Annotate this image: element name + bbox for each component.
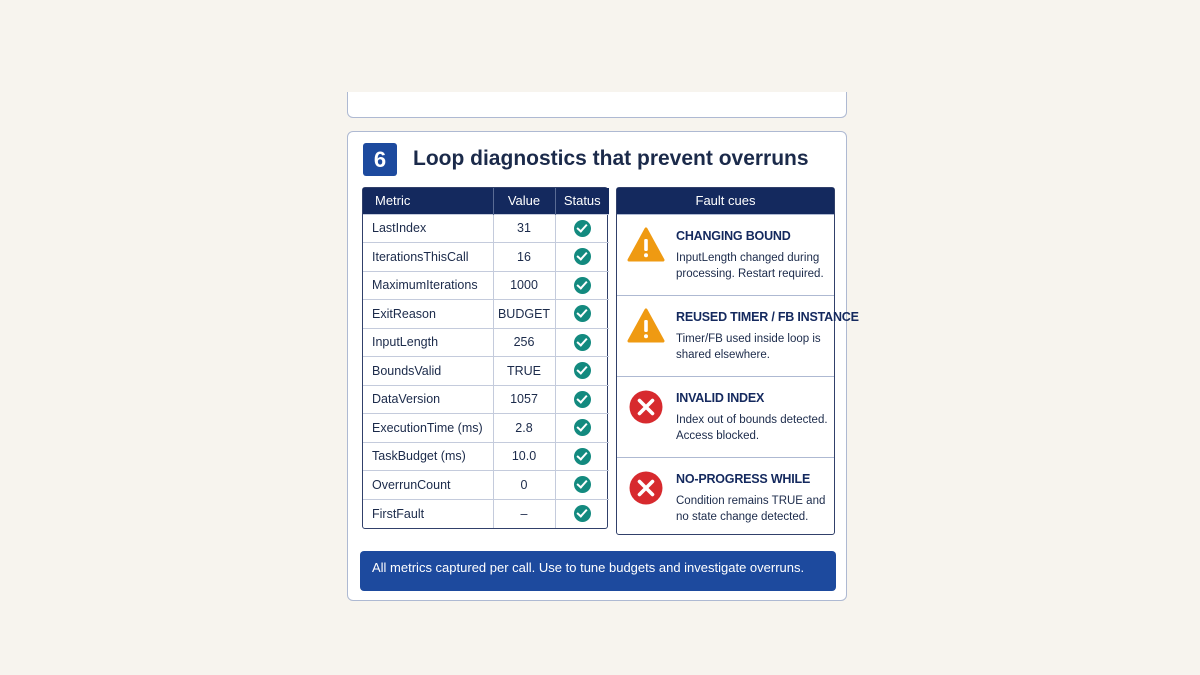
fault-cue-description: Timer/FB used inside loop is shared elsewhere. bbox=[676, 333, 821, 361]
check-icon bbox=[574, 362, 591, 379]
metric-status bbox=[555, 243, 609, 272]
check-icon bbox=[574, 391, 591, 408]
table-row bbox=[363, 357, 609, 386]
metric-status bbox=[555, 471, 609, 500]
metric-value: 0 bbox=[493, 471, 555, 500]
metric-name: OverrunCount bbox=[363, 471, 493, 500]
fault-cue-item bbox=[617, 295, 859, 376]
metric-status bbox=[555, 271, 609, 300]
table-row bbox=[363, 414, 609, 443]
metric-value: 256 bbox=[493, 328, 555, 357]
metric-status bbox=[555, 442, 609, 471]
check-icon bbox=[574, 476, 591, 493]
fault-cue-title: CHANGING BOUND bbox=[676, 229, 791, 243]
table-row bbox=[363, 300, 609, 329]
metric-status bbox=[555, 214, 609, 243]
section-number-badge: 6 bbox=[363, 143, 397, 176]
fault-cue-description: Index out of bounds detected. Access blocked. bbox=[676, 414, 828, 442]
section-title: Loop diagnostics that prevent overruns bbox=[413, 147, 809, 170]
fault-cue-item bbox=[617, 214, 834, 295]
metric-status bbox=[555, 300, 609, 329]
metric-status bbox=[555, 414, 609, 443]
metric-name: ExecutionTime (ms) bbox=[363, 414, 493, 443]
metric-name: InputLength bbox=[363, 328, 493, 357]
metric-name: ExitReason bbox=[363, 300, 493, 329]
fault-cue-title: REUSED TIMER / FB INSTANCE bbox=[676, 310, 859, 324]
table-row bbox=[363, 214, 609, 243]
footer-note: All metrics captured per call. Use to tune budgets and investigate overruns. bbox=[360, 551, 836, 591]
warning-icon bbox=[627, 308, 665, 344]
metric-value: 10.0 bbox=[493, 442, 555, 471]
table-row bbox=[363, 499, 609, 528]
previous-section-card bbox=[347, 92, 847, 118]
check-icon bbox=[574, 419, 591, 436]
check-icon bbox=[574, 505, 591, 522]
warning-icon bbox=[627, 227, 665, 263]
error-icon bbox=[627, 389, 665, 425]
metric-value: TRUE bbox=[493, 357, 555, 386]
table-row bbox=[363, 328, 609, 357]
metric-name: MaximumIterations bbox=[363, 271, 493, 300]
check-icon bbox=[574, 334, 591, 351]
table-row bbox=[363, 271, 609, 300]
metric-value: 31 bbox=[493, 214, 555, 243]
metric-value: 1057 bbox=[493, 385, 555, 414]
fault-cues-header: Fault cues bbox=[617, 188, 834, 214]
fault-cue-item bbox=[617, 376, 834, 457]
metrics-header-row bbox=[363, 188, 609, 214]
metric-value: 16 bbox=[493, 243, 555, 272]
check-icon bbox=[574, 448, 591, 465]
metric-status bbox=[555, 357, 609, 386]
fault-cue-title: INVALID INDEX bbox=[676, 391, 765, 405]
check-icon bbox=[574, 248, 591, 265]
metric-status bbox=[555, 328, 609, 357]
fault-cue-description: InputLength changed during processing. Restart required. bbox=[676, 252, 824, 280]
error-icon bbox=[627, 470, 665, 506]
metric-name: LastIndex bbox=[363, 214, 493, 243]
metric-name: FirstFault bbox=[363, 499, 493, 528]
metrics-table bbox=[362, 187, 608, 529]
metric-value: BUDGET bbox=[493, 300, 555, 329]
metric-column-header: Metric bbox=[363, 188, 493, 214]
table-row bbox=[363, 471, 609, 500]
metric-value: – bbox=[493, 499, 555, 528]
fault-cue-title: NO-PROGRESS WHILE bbox=[676, 472, 811, 486]
metric-value: 2.8 bbox=[493, 414, 555, 443]
fault-cue-description: Condition remains TRUE and no state change detected. bbox=[676, 495, 826, 523]
check-icon bbox=[574, 277, 591, 294]
fault-cue-item bbox=[617, 457, 834, 538]
fault-cues-panel bbox=[616, 187, 859, 535]
value-column-header: Value bbox=[493, 188, 555, 214]
metric-name: BoundsValid bbox=[363, 357, 493, 386]
metric-status bbox=[555, 499, 609, 528]
metric-name: IterationsThisCall bbox=[363, 243, 493, 272]
table-row bbox=[363, 243, 609, 272]
metric-value: 1000 bbox=[493, 271, 555, 300]
metric-name: TaskBudget (ms) bbox=[363, 442, 493, 471]
table-row bbox=[363, 442, 609, 471]
section-card bbox=[347, 131, 859, 601]
metric-status bbox=[555, 385, 609, 414]
check-icon bbox=[574, 305, 591, 322]
table-row bbox=[363, 385, 609, 414]
metric-name: DataVersion bbox=[363, 385, 493, 414]
status-column-header: Status bbox=[555, 188, 609, 214]
check-icon bbox=[574, 220, 591, 237]
